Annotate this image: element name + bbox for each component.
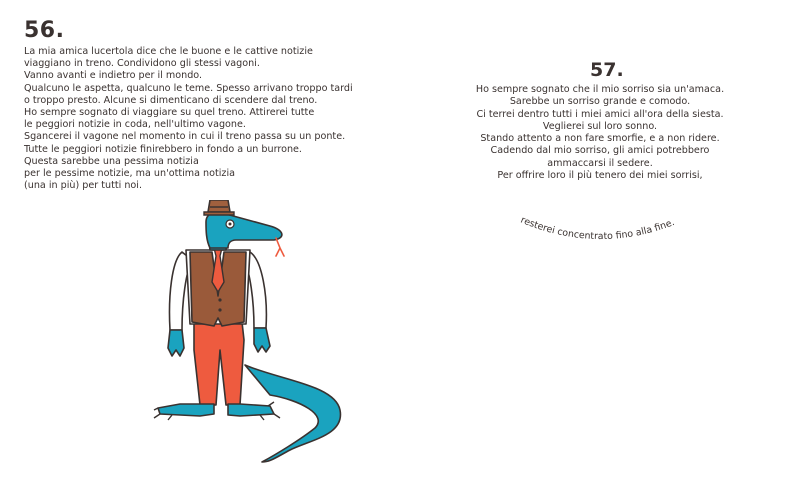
page-57-text <box>400 84 800 182</box>
text-line: Qualcuno le aspetta, qualcuno le teme. Spesso arrivano troppo tardi <box>24 82 353 94</box>
text-line: Ho sempre sognato di viaggiare su quel treno. Attirerei tutte <box>24 107 315 119</box>
text-line: viaggiano in treno. Condividono gli stessi vagoni. <box>24 58 260 70</box>
text-line: Tutte le peggiori notizie finirebbero in fondo a un burrone. <box>24 143 302 155</box>
left-hand <box>168 330 184 356</box>
text-line: Per offrire loro il più tenero dei miei sorrisi, <box>497 170 703 182</box>
trousers <box>194 322 244 405</box>
text-line: Vanno avanti e indietro per il mondo. <box>24 70 203 82</box>
text-line: Questa sarebbe una pessima notizia <box>24 155 199 167</box>
text-line: ammaccarsi il sedere. <box>547 157 653 169</box>
page-56-text <box>24 46 394 192</box>
page-number-57: 57. <box>590 59 624 81</box>
right-foot <box>228 404 274 416</box>
page-number-56: 56. <box>24 18 65 43</box>
lizard-tongue <box>276 238 284 256</box>
text-line: Ho sempre sognato che il mio sorriso sia un'amaca. <box>475 84 725 95</box>
right-hand <box>254 328 270 352</box>
text-line: Sarebbe un sorriso grande e comodo. <box>509 96 691 108</box>
lizard-head <box>206 212 282 248</box>
right-page <box>400 0 800 497</box>
text-line: o troppo presto. Alcune si dimenticano di scendere dal treno. <box>24 94 318 106</box>
curved-line: resterei concentrato fino alla fine. <box>518 214 677 243</box>
curved-smile-text <box>510 200 710 260</box>
hat-brim <box>204 212 234 215</box>
top-hat <box>208 200 230 212</box>
lizard-illustration <box>150 200 370 470</box>
text-line: Cadendo dal mio sorriso, gli amici potrebbero <box>490 145 710 157</box>
text-line: per le pessime notizie, ma un'ottima notizia <box>24 168 235 180</box>
text-line: le peggiori notizie in coda, nell'ultimo vagone. <box>24 119 246 131</box>
text-line: La mia amica lucertola dice che le buone e le cattive notizie <box>24 46 313 57</box>
text-line: Ci terrei dentro tutti i miei amici all'ora della siesta. <box>476 108 724 120</box>
left-foot <box>158 404 214 416</box>
text-line: (una in più) per tutti noi. <box>24 180 142 192</box>
text-line: Stando attento a non fare smorfie, e a non ridere. <box>480 133 720 145</box>
text-line: Veglierei sul loro sonno. <box>542 120 658 132</box>
text-line: Sgancerei il vagone nel momento in cui il treno passa su un ponte. <box>24 131 346 143</box>
